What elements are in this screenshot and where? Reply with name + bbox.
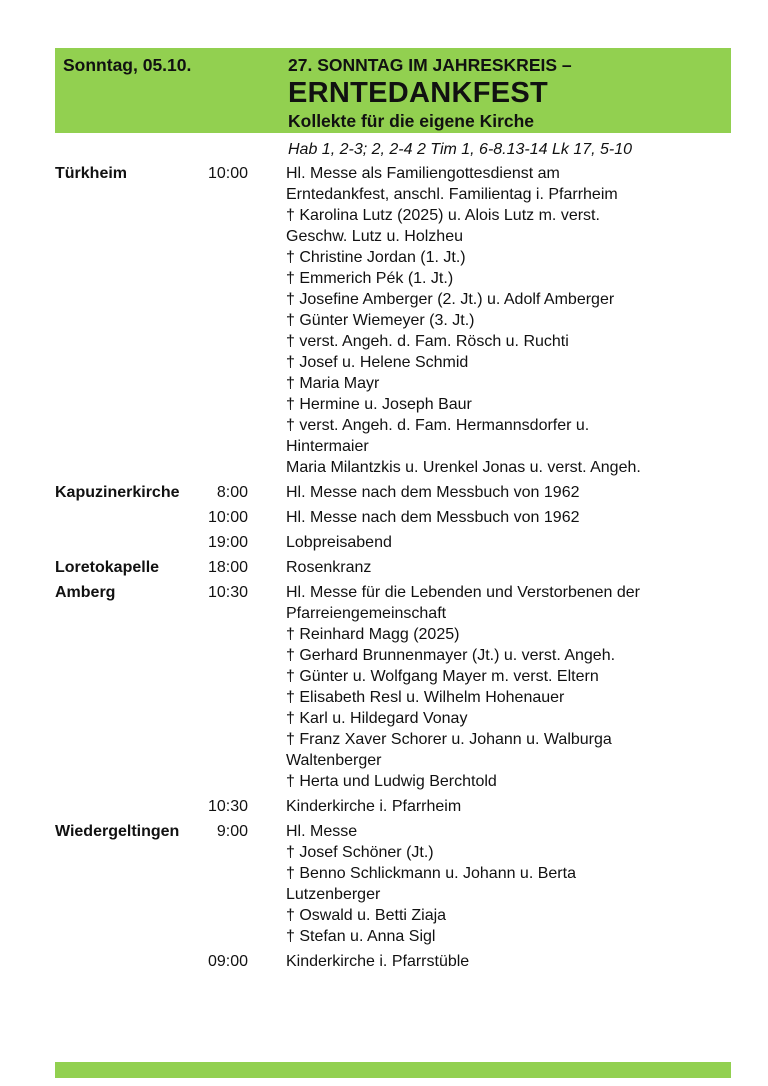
entry-line: † Günter Wiemeyer (3. Jt.) bbox=[286, 312, 475, 329]
time-cell: 09:00 bbox=[207, 953, 248, 970]
time-cell: 9:00 bbox=[216, 823, 248, 840]
entry-line: † Reinhard Magg (2025) bbox=[286, 626, 460, 643]
day-header-bar bbox=[55, 48, 731, 133]
entry-line: Lutzenberger bbox=[286, 886, 381, 903]
description-cell bbox=[286, 951, 760, 972]
entry-line: † Josefine Amberger (2. Jt.) u. Adolf Amberger bbox=[286, 291, 615, 308]
entry-line: Maria Milantzkis u. Urenkel Jonas u. verst. Angeh. bbox=[286, 459, 641, 476]
time-cell: 18:00 bbox=[207, 559, 248, 576]
entry-line: † verst. Angeh. d. Fam. Rösch u. Ruchti bbox=[286, 333, 569, 350]
entry-line: † Josef Schöner (Jt.) bbox=[286, 844, 434, 861]
description-cell bbox=[286, 532, 760, 553]
schedule-row bbox=[55, 163, 760, 478]
entry-line: Kinderkirche i. Pfarrheim bbox=[286, 798, 462, 815]
time-cell: 10:30 bbox=[207, 584, 248, 601]
collection-note: Kollekte für die eigene Kirche bbox=[288, 111, 535, 131]
entry-line: Hintermaier bbox=[286, 438, 369, 455]
entry-line: † Stefan u. Anna Sigl bbox=[286, 928, 436, 945]
schedule-row bbox=[55, 821, 760, 947]
scripture-readings: Hab 1, 2-3; 2, 2-4 2 Tim 1, 6-8.13-14 Lk 17, 5-10 bbox=[288, 141, 633, 158]
entry-line: † Karolina Lutz (2025) u. Alois Lutz m. verst. bbox=[286, 207, 600, 224]
entry-line: † Elisabeth Resl u. Wilhelm Hohenauer bbox=[286, 689, 565, 706]
entry-line: † Oswald u. Betti Ziaja bbox=[286, 907, 447, 924]
description-cell bbox=[286, 482, 760, 503]
entry-line: † Emmerich Pék (1. Jt.) bbox=[286, 270, 454, 287]
entry-line: † Günter u. Wolfgang Mayer m. verst. Eltern bbox=[286, 668, 599, 685]
entry-line: † Franz Xaver Schorer u. Johann u. Walburga bbox=[286, 731, 612, 748]
description-cell bbox=[286, 582, 760, 792]
description-cell bbox=[286, 796, 760, 817]
entry-line: Kinderkirche i. Pfarrstüble bbox=[286, 953, 470, 970]
time-cell: 8:00 bbox=[216, 484, 248, 501]
entry-line: † Benno Schlickmann u. Johann u. Berta bbox=[286, 865, 576, 882]
location-cell bbox=[55, 951, 203, 972]
sunday-title: 27. SONNTAG IM JAHRESKREIS – bbox=[288, 55, 572, 75]
entry-line: Hl. Messe nach dem Messbuch von 1962 bbox=[286, 509, 580, 526]
description-cell bbox=[286, 507, 760, 528]
entry-line: † verst. Angeh. d. Fam. Hermannsdorfer u. bbox=[286, 417, 590, 434]
day-title-block bbox=[288, 54, 731, 133]
entry-line: † Josef u. Helene Schmid bbox=[286, 354, 469, 371]
entry-line: † Herta und Ludwig Berchtold bbox=[286, 773, 497, 790]
entry-line: Hl. Messe bbox=[286, 823, 358, 840]
description-cell bbox=[286, 557, 760, 578]
entry-line: † Maria Mayr bbox=[286, 375, 380, 392]
next-day-header-partial bbox=[55, 1062, 731, 1078]
location-cell bbox=[55, 796, 203, 817]
entry-line: Lobpreisabend bbox=[286, 534, 392, 551]
entry-line: † Hermine u. Joseph Baur bbox=[286, 396, 472, 413]
location-cell bbox=[55, 507, 203, 528]
location-cell: Kapuzinerkirche bbox=[55, 484, 180, 501]
entry-line: † Gerhard Brunnenmayer (Jt.) u. verst. Angeh. bbox=[286, 647, 616, 664]
entry-line: Hl. Messe für die Lebenden und Verstorbenen der bbox=[286, 584, 641, 601]
entry-line: Hl. Messe als Familiengottesdienst am bbox=[286, 165, 560, 182]
description-cell bbox=[286, 821, 760, 947]
day-date: Sonntag, 05.10. bbox=[63, 55, 192, 75]
location-cell: Türkheim bbox=[55, 165, 128, 182]
schedule-row bbox=[55, 532, 760, 553]
schedule-row bbox=[55, 796, 760, 817]
feast-title: ERNTEDANKFEST bbox=[288, 77, 549, 109]
time-cell: 10:30 bbox=[207, 798, 248, 815]
entry-line: Pfarreiengemeinschaft bbox=[286, 605, 447, 622]
location-cell: Wiedergeltingen bbox=[55, 823, 180, 840]
entry-line: † Christine Jordan (1. Jt.) bbox=[286, 249, 466, 266]
location-cell bbox=[55, 532, 203, 553]
schedule-row bbox=[55, 507, 760, 528]
schedule-table bbox=[55, 163, 760, 972]
schedule-row bbox=[55, 951, 760, 972]
schedule-row bbox=[55, 557, 760, 578]
time-cell: 19:00 bbox=[207, 534, 248, 551]
entry-line: Erntedankfest, anschl. Familientag i. Pfarrheim bbox=[286, 186, 618, 203]
schedule-row bbox=[55, 482, 760, 503]
location-cell: Amberg bbox=[55, 584, 116, 601]
entry-line: Rosenkranz bbox=[286, 559, 372, 576]
entry-line: Hl. Messe nach dem Messbuch von 1962 bbox=[286, 484, 580, 501]
description-cell bbox=[286, 163, 760, 478]
entry-line: Waltenberger bbox=[286, 752, 382, 769]
time-cell: 10:00 bbox=[207, 509, 248, 526]
time-cell: 10:00 bbox=[207, 165, 248, 182]
location-cell: Loretokapelle bbox=[55, 559, 160, 576]
schedule-row bbox=[55, 582, 760, 792]
entry-line: † Karl u. Hildegard Vonay bbox=[286, 710, 468, 727]
entry-line: Geschw. Lutz u. Holzheu bbox=[286, 228, 463, 245]
